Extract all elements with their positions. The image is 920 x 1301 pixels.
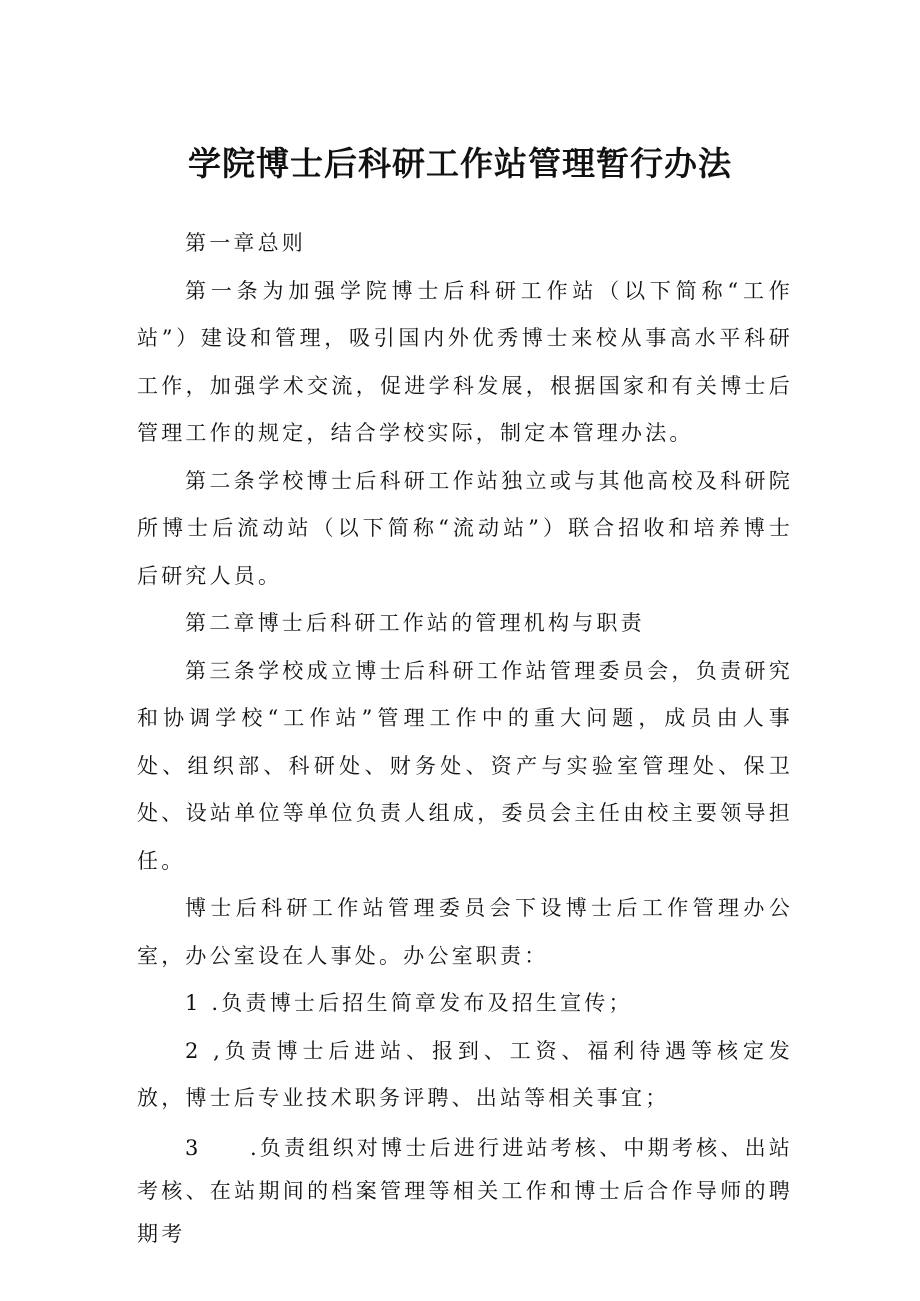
document-title: 学院博士后科研工作站管理暂行办法	[188, 144, 732, 183]
duty-item-3: 3 .负责组织对博士后进行进站考核、中期考核、出站考核、在站期间的档案管理等相关工作和博士后合作导师的聘期考	[137, 1135, 793, 1246]
duty-item-1: 1 .负责博士后招生简章发布及招生宣传；	[185, 991, 633, 1015]
duty-item-2: 2 ,负责博士后进站、报到、工资、福利待遇等核定发放，博士后专业技术职务评聘、出站等相关事宜；	[137, 1038, 793, 1110]
chapter-heading-1: 第一章总则	[185, 231, 306, 255]
chapter-heading-2: 第二章博士后科研工作站的管理机构与职责	[185, 611, 645, 635]
document-body	[137, 220, 793, 1256]
article-3-paragraph: 第三条学校成立博士后科研工作站管理委员会，负责研究和协调学校“工作站”管理工作中的重大问题，成员由人事处、组织部、科研处、财务处、资产与实验室管理处、保卫处、设站单位等单位负责人组成，委员会主任由校主要领导担任。	[137, 658, 793, 873]
article-2-paragraph: 第二条学校博士后科研工作站独立或与其他高校及科研院所博士后流动站（以下简称“流动站”）联合招收和培养博士后研究人员。	[137, 468, 793, 588]
article-1-paragraph: 第一条为加强学院博士后科研工作站（以下简称“工作站”）建设和管理，吸引国内外优秀博士来校从事高水平科研工作，加强学术交流，促进学科发展，根据国家和有关博士后管理工作的规定，结合学校实际，制定本管理办法。	[137, 278, 793, 445]
office-paragraph: 博士后科研工作站管理委员会下设博士后工作管理办公室，办公室设在人事处。办公室职责：	[137, 896, 793, 968]
